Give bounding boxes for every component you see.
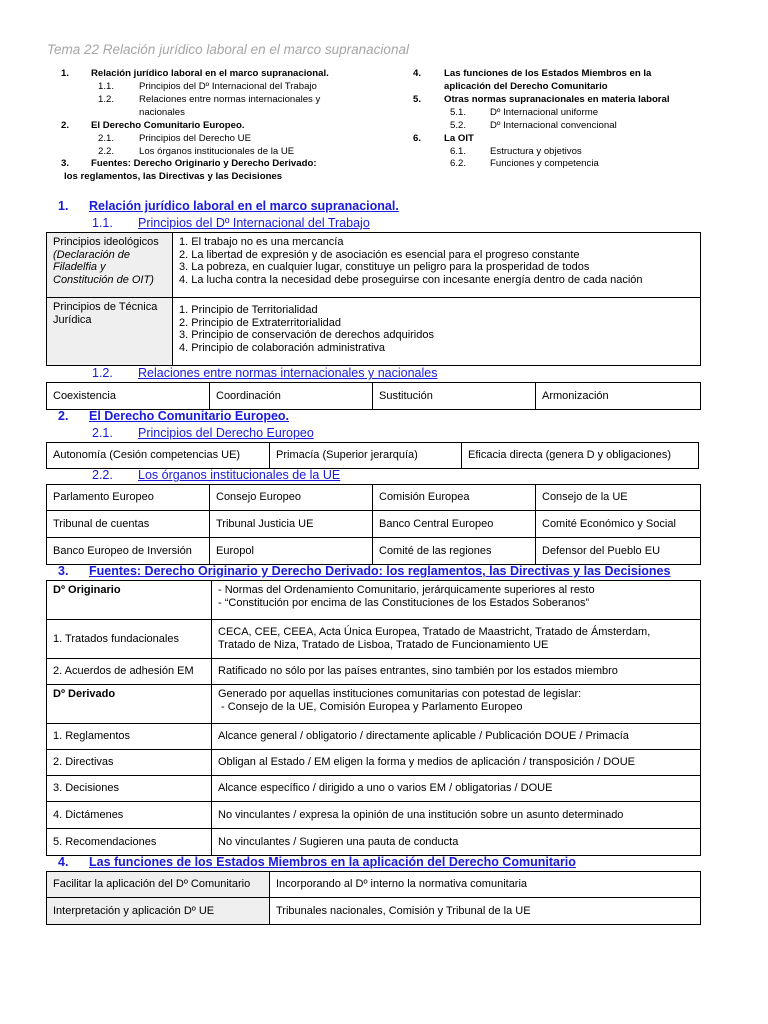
toc-item-num: 6.1. <box>450 146 467 157</box>
section-number: 2. <box>58 409 69 423</box>
source-description: Alcance general / obligatorio / directamente aplicable / Publicación DOUE / Primacía <box>212 724 701 750</box>
list-item: 4. Principio de colaboración administrativa <box>179 341 386 354</box>
section-number: 1. <box>58 199 69 213</box>
description-line: CECA, CEE, CEEA, Acta Única Europea, Tratado de Maastricht, Tratado de Ámsterdam, <box>218 626 651 639</box>
principles-list-cell <box>173 298 701 366</box>
toc-label[interactable]: Fuentes: Derecho Originario y Derecho Derivado: <box>91 158 317 169</box>
toc-item-num: 5.2. <box>450 120 467 131</box>
section-number: 3. <box>58 564 69 578</box>
principles-label-cell <box>47 233 173 298</box>
table-cell: Eficacia directa (genera D y obligaciones) <box>462 443 699 469</box>
subsection-title: Principios del Dº Internacional del Trabajo <box>138 216 370 230</box>
description-line: Tratado de Niza, Tratado de Lisboa, Tratado de Funcionamiento UE <box>218 639 549 651</box>
subsection-number: 2.2. <box>92 468 113 482</box>
toc-item-num: 1.2. <box>98 94 115 105</box>
function-value: Incorporando al Dº interno la normativa comunitaria <box>270 872 701 898</box>
list-item: 1. Principio de Territorialidad <box>179 304 318 316</box>
table-cell: Banco Europeo de Inversión <box>47 538 210 565</box>
row-sublabel: Filadelfia y <box>53 261 106 274</box>
table-cell: Armonización <box>536 383 701 410</box>
table-cell: Coordinación <box>210 383 373 410</box>
source-description: Obligan al Estado / EM eligen la forma y medios de aplicación / transposición / DOUE <box>212 750 701 776</box>
toc-label[interactable]: Principios del Dº Internacional del Trabajo <box>139 81 317 92</box>
table-cell: Tribunal Justicia UE <box>210 511 373 538</box>
source-label: 4. Dictámenes <box>47 802 212 829</box>
table-cell: Sustitución <box>373 383 536 410</box>
source-label: 3. Decisiones <box>47 776 212 802</box>
description-line: Generado por aquellas instituciones comunitarias con potestad de legislar: <box>218 688 582 700</box>
subsection-heading-2-2[interactable] <box>92 468 340 482</box>
function-label: Interpretación y aplicación Dº UE <box>47 898 270 925</box>
principles-label-cell <box>47 298 173 366</box>
toc-label[interactable]: Estructura y objetivos <box>490 146 582 157</box>
subsection-number: 2.1. <box>92 426 113 440</box>
toc-item-num: 2. <box>61 120 70 131</box>
toc-item-num: 2.1. <box>98 133 115 144</box>
toc-label-cont[interactable]: nacionales <box>139 107 185 118</box>
toc-item-num: 3. <box>61 158 70 169</box>
table-cell: Coexistencia <box>47 383 210 410</box>
source-description: Ratificado no sólo por las países entrantes, sino también por los estados miembro <box>212 659 701 685</box>
source-description: No vinculantes / expresa la opinión de una institución sobre un asunto determinado <box>212 802 701 829</box>
source-description <box>212 581 701 620</box>
section-heading-3[interactable] <box>58 564 670 578</box>
toc-item-1[interactable]: 1. <box>61 68 70 79</box>
table-cell: Banco Central Europeo <box>373 511 536 538</box>
toc-label[interactable]: El Derecho Comunitario Europeo. <box>91 120 245 131</box>
toc-label[interactable]: Los órganos institucionales de la UE <box>139 146 295 157</box>
toc-item-num: 1.1. <box>98 81 115 92</box>
toc-label[interactable]: Relación jurídico laboral en el marco supranacional. <box>91 68 329 79</box>
source-label: 2. Directivas <box>47 750 212 776</box>
toc-item-num: 6. <box>413 133 422 144</box>
member-states-table <box>46 871 701 925</box>
list-item: 1. El trabajo no es una mercancía <box>179 236 344 248</box>
subsection-heading-1-1[interactable] <box>92 216 370 230</box>
subsection-heading-2-1[interactable] <box>92 426 314 440</box>
section-number: 4. <box>58 855 69 869</box>
table-cell: Consejo de la UE <box>536 485 701 511</box>
relations-table <box>46 382 701 410</box>
subsection-number: 1.1. <box>92 216 113 230</box>
toc-label[interactable]: Las funciones de los Estados Miembros en la <box>444 68 652 79</box>
table-cell: Comité de las regiones <box>373 538 536 565</box>
description-line: - Normas del Ordenamiento Comunitario, jerárquicamente superiores al resto <box>218 584 595 596</box>
table-cell: Defensor del Pueblo EU <box>536 538 701 565</box>
principles-table <box>46 232 701 366</box>
list-item: 3. La pobreza, en cualquier lugar, constituye un peligro para la prosperidad de todos <box>179 261 590 274</box>
toc-item-num: 4. <box>413 68 422 79</box>
section-title: El Derecho Comunitario Europeo. <box>89 409 290 423</box>
section-heading-4[interactable] <box>58 855 576 869</box>
toc-item-num: 2.2. <box>98 146 115 157</box>
table-cell: Comisión Europea <box>373 485 536 511</box>
toc-label[interactable]: Dº Internacional uniforme <box>490 107 599 118</box>
toc-item-num: 6.2. <box>450 158 467 169</box>
subsection-title: Relaciones entre normas internacionales y nacionales <box>138 366 438 380</box>
list-item: 2. La libertad de expresión y de asociación es esencial para el progreso constante <box>179 248 580 261</box>
subsection-heading-1-2[interactable] <box>92 366 437 380</box>
toc-label-cont[interactable]: aplicación del Derecho Comunitario <box>444 81 608 92</box>
function-value: Tribunales nacionales, Comisión y Tribunal de la UE <box>270 898 701 925</box>
principles-list-cell <box>173 233 701 298</box>
row-label: Principios de Técnica <box>53 301 158 313</box>
eu-institutions-table <box>46 484 701 565</box>
source-label: 1. Reglamentos <box>47 724 212 750</box>
toc-label-cont[interactable]: los reglamentos, las Directivas y las Decisiones <box>64 171 283 182</box>
table-cell: Europol <box>210 538 373 565</box>
subsection-title: Principios del Derecho Europeo <box>138 426 314 440</box>
source-label: 5. Recomendaciones <box>47 829 212 856</box>
section-heading-1[interactable] <box>58 199 399 213</box>
row-sublabel: (Declaración de <box>53 248 131 261</box>
source-description <box>212 620 701 659</box>
table-cell: Parlamento Europeo <box>47 485 210 511</box>
source-description: Alcance específico / dirigido a uno o varios EM / obligatorias / DOUE <box>212 776 701 802</box>
subsection-title: Los órganos institucionales de la UE <box>138 468 341 482</box>
toc-label[interactable]: Otras normas supranacionales en materia laboral <box>444 94 670 105</box>
source-label: Dº Derivado <box>47 685 212 724</box>
source-description <box>212 685 701 724</box>
toc-label[interactable]: La OIT <box>444 133 474 144</box>
eu-principles-table <box>46 442 699 469</box>
source-description: No vinculantes / Sugieren una pauta de conducta <box>212 829 701 856</box>
toc-label[interactable]: Dº Internacional convencional <box>490 120 617 131</box>
source-label: Dº Originario <box>47 581 212 620</box>
row-label: Principios ideológicos <box>53 236 159 248</box>
table-cell: Autonomía (Cesión competencias UE) <box>47 443 270 469</box>
function-label: Facilitar la aplicación del Dº Comunitario <box>47 872 270 898</box>
row-sublabel: Constitución de OIT) <box>53 273 154 286</box>
section-title: Las funciones de los Estados Miembros en la aplicación del Derecho Comunitario <box>89 855 576 869</box>
description-line: - “Constitución por encima de las Constituciones de los Estados Soberanos” <box>218 596 590 609</box>
table-cell: Consejo Europeo <box>210 485 373 511</box>
toc-label[interactable]: Principios del Derecho UE <box>139 133 251 144</box>
subsection-number: 1.2. <box>92 366 113 380</box>
document-title: Tema 22 Relación jurídico laboral en el marco supranacional <box>47 42 409 57</box>
table-cell: Primacía (Superior jerarquía) <box>270 443 462 469</box>
list-item: 4. La lucha contra la necesidad debe proseguirse con incesante energía dentro de cada nación <box>179 273 643 286</box>
list-item: 3. Principio de conservación de derechos adquiridos <box>179 329 434 342</box>
section-heading-2[interactable] <box>58 409 289 423</box>
section-title: Relación jurídico laboral en el marco supranacional. <box>89 199 399 213</box>
description-line: - Consejo de la UE, Comisión Europea y Parlamento Europeo <box>218 700 523 713</box>
toc-item-num: 5. <box>413 94 422 105</box>
toc-label[interactable]: Funciones y competencia <box>490 158 599 169</box>
source-label: 2. Acuerdos de adhesión EM <box>47 659 212 685</box>
table-cell: Tribunal de cuentas <box>47 511 210 538</box>
list-item: 2. Principio de Extraterritorialidad <box>179 316 342 329</box>
section-title: Fuentes: Derecho Originario y Derecho Derivado: los reglamentos, las Directivas y las Decisiones <box>89 564 671 578</box>
source-label: 1. Tratados fundacionales <box>47 620 212 659</box>
table-cell: Comité Económico y Social <box>536 511 701 538</box>
toc-item-num: 5.1. <box>450 107 467 118</box>
row-label: Jurídica <box>53 313 92 326</box>
toc-label[interactable]: Relaciones entre normas internacionales y <box>139 94 321 105</box>
sources-table <box>46 580 701 856</box>
